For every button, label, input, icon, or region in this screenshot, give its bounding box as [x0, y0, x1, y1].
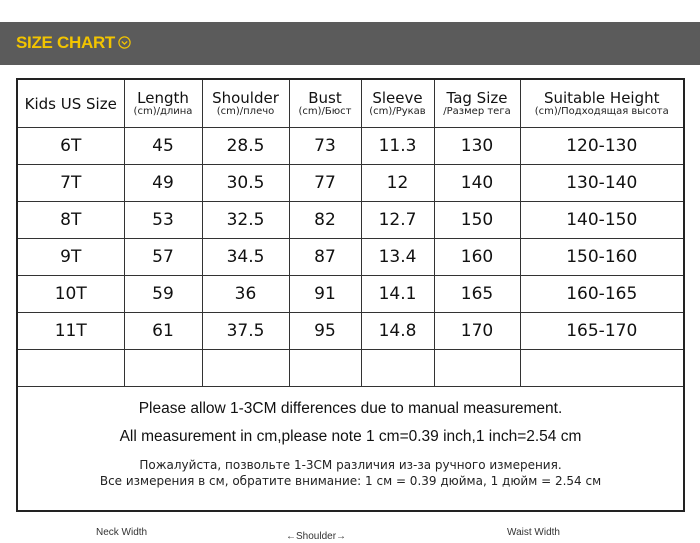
column-header-sublabel: (cm)/Бюст — [298, 105, 352, 117]
table-cell — [18, 350, 124, 387]
table-cell: 130 — [434, 128, 520, 165]
table-cell: 9T — [18, 239, 124, 276]
table-cell: 11T — [18, 313, 124, 350]
waist-width-label: Waist Width — [507, 527, 560, 538]
table-row — [18, 276, 683, 313]
table-header-row — [18, 80, 683, 128]
arrow-right-icon: → — [336, 531, 347, 542]
size-chart-header — [0, 22, 700, 65]
table-cell: 6T — [18, 128, 124, 165]
column-header-label: Suitable Height — [543, 88, 660, 107]
table-cell: 10T — [18, 276, 124, 313]
column-header-sublabel: (cm)/плечо — [216, 105, 275, 117]
table-cell: 140 — [434, 165, 520, 202]
column-header-sublabel: /Размер тега — [443, 105, 511, 117]
table-cell: 13.4 — [361, 239, 434, 276]
table-cell: 12.7 — [361, 202, 434, 239]
chevron-down-circle-icon — [118, 36, 131, 49]
column-header — [289, 80, 361, 128]
column-header-label: Kids US Size — [24, 94, 117, 113]
table-cell: 77 — [289, 165, 361, 202]
table-cell: 130-140 — [520, 165, 683, 202]
table-row-empty — [18, 350, 683, 387]
table-cell: 170 — [434, 313, 520, 350]
table-cell — [520, 350, 683, 387]
table-cell: 140-150 — [520, 202, 683, 239]
column-header-sublabel: (cm)/длина — [133, 105, 193, 117]
table-cell: 34.5 — [202, 239, 289, 276]
table-cell — [289, 350, 361, 387]
table-cell — [124, 350, 202, 387]
column-header-label: Length — [137, 88, 189, 107]
table-cell: 36 — [202, 276, 289, 313]
table-cell: 165 — [434, 276, 520, 313]
table-cell: 49 — [124, 165, 202, 202]
table-cell: 150-160 — [520, 239, 683, 276]
table-cell: 91 — [289, 276, 361, 313]
table-cell — [361, 350, 434, 387]
table-cell: 57 — [124, 239, 202, 276]
table-cell: 14.8 — [361, 313, 434, 350]
table-cell: 8T — [18, 202, 124, 239]
column-header-label: Bust — [308, 88, 342, 107]
table-cell: 53 — [124, 202, 202, 239]
column-header-label: Sleeve — [372, 88, 423, 107]
table-cell — [202, 350, 289, 387]
column-header — [18, 80, 124, 128]
column-header-label: Shoulder — [212, 88, 279, 107]
table-cell: 160 — [434, 239, 520, 276]
table-cell: 30.5 — [202, 165, 289, 202]
table-cell — [434, 350, 520, 387]
table-cell: 61 — [124, 313, 202, 350]
table-cell: 165-170 — [520, 313, 683, 350]
column-header — [434, 80, 520, 128]
table-cell: 120-130 — [520, 128, 683, 165]
note-russian-line-1: Пожалуйста, позвольте 1-3CM различия из-за ручного измерения. — [139, 458, 562, 472]
size-table — [18, 80, 683, 387]
arrow-left-icon: ← — [286, 531, 296, 542]
table-cell: 28.5 — [202, 128, 289, 165]
table-cell: 14.1 — [361, 276, 434, 313]
table-cell: 82 — [289, 202, 361, 239]
column-header — [124, 80, 202, 128]
table-cell: 45 — [124, 128, 202, 165]
table-cell: 95 — [289, 313, 361, 350]
neck-width-label: Neck Width — [96, 527, 148, 538]
table-row — [18, 313, 683, 350]
size-chart-box — [16, 78, 685, 512]
table-cell: 73 — [289, 128, 361, 165]
table-cell: 7T — [18, 165, 124, 202]
table-cell: 32.5 — [202, 202, 289, 239]
column-header-sublabel: (cm)/Рукав — [369, 105, 426, 117]
column-header-sublabel: (cm)/Подходящая высота — [534, 105, 669, 117]
column-header — [520, 80, 683, 128]
column-header — [202, 80, 289, 128]
shoulder-diagram-label — [286, 531, 346, 542]
note-english-line-1: Please allow 1-3CM differences due to manual measurement. — [138, 400, 563, 417]
column-header-label: Tag Size — [446, 88, 508, 107]
table-row — [18, 239, 683, 276]
table-row — [18, 165, 683, 202]
note-english-line-2: All measurement in cm,please note 1 cm=0.39 inch,1 inch=2.54 cm — [119, 428, 582, 445]
column-header — [361, 80, 434, 128]
size-chart-title: SIZE CHART — [16, 33, 116, 52]
shoulder-label: Shoulder — [296, 531, 337, 542]
table-cell: 11.3 — [361, 128, 434, 165]
table-cell: 160-165 — [520, 276, 683, 313]
table-cell: 150 — [434, 202, 520, 239]
table-cell: 37.5 — [202, 313, 289, 350]
table-row — [18, 128, 683, 165]
table-cell: 12 — [361, 165, 434, 202]
table-row — [18, 202, 683, 239]
table-cell: 59 — [124, 276, 202, 313]
note-russian-line-2: Все измерения в см, обратите внимание: 1 см = 0.39 дюйма, 1 дюйм = 2.54 см — [99, 474, 602, 488]
table-cell: 87 — [289, 239, 361, 276]
